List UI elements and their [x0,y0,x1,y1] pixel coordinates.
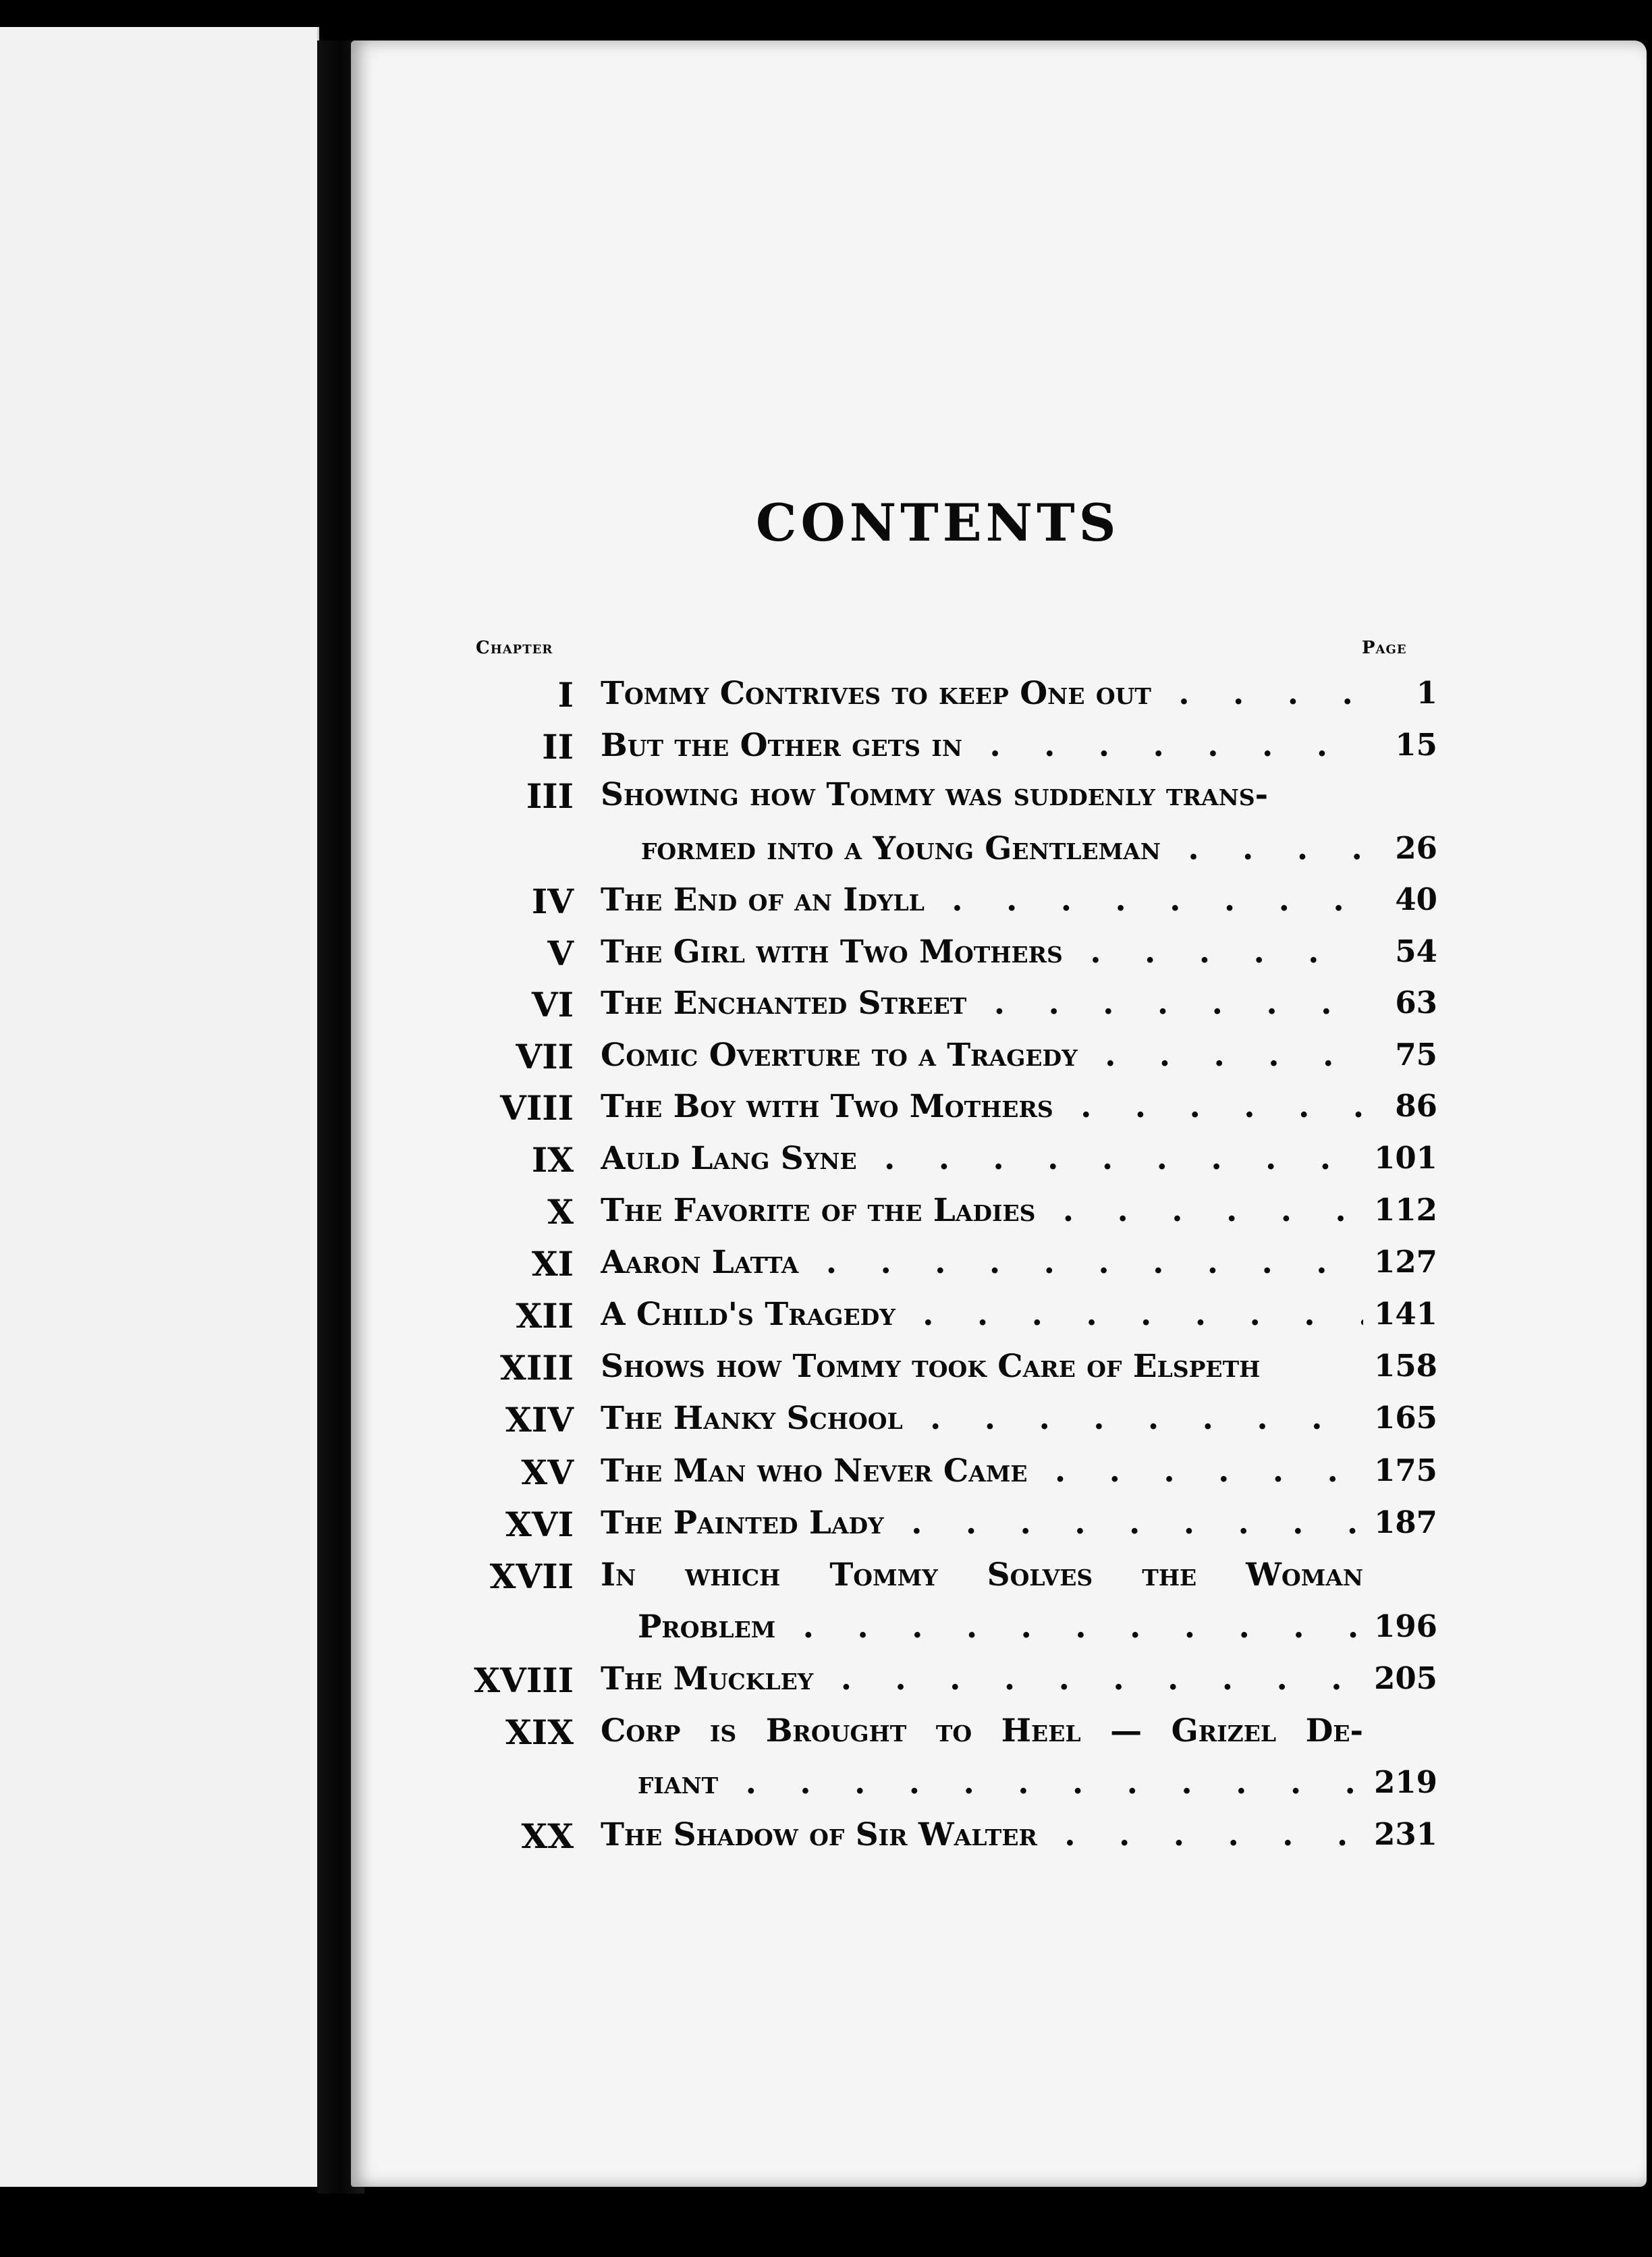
chapter-number: VII [516,1037,574,1077]
toc-entry [432,1348,1437,1395]
chapter-number: VIII [500,1088,574,1128]
chapter-title: The Favorite of the Ladies . . . [601,1192,1363,1229]
page-number: 1 [1416,675,1437,711]
toc-entry [432,1296,1437,1343]
toc-entry [432,881,1437,929]
chapter-number: XVI [505,1504,574,1544]
toc-entry [432,1244,1437,1291]
chapter-number: XIV [505,1400,574,1440]
chapter-title-line1: Showing how Tommy was suddenly trans- [601,776,1269,813]
chapter-title: Comic Overture to a Tragedy . . . [601,1037,1363,1074]
chapter-title: The Painted Lady . . . [601,1504,1363,1542]
chapter-title-line1: In which Tommy Solves the Woman [601,1556,1363,1594]
toc-entry [432,1400,1437,1447]
toc-entry [432,1712,1431,1760]
chapter-title: A Child's Tragedy . . . [601,1296,1363,1333]
toc-entry-continuation [432,1608,1437,1656]
toc-entry [432,727,1437,774]
toc-entry [432,1556,1431,1604]
toc-entry [432,1452,1437,1500]
page-column-label: Page [1362,638,1407,658]
page-number: 75 [1395,1037,1437,1072]
chapter-title: Auld Lang Syne . . . [601,1140,1363,1177]
page-number: 231 [1374,1816,1437,1852]
page-number: 165 [1374,1400,1437,1436]
toc-entry [432,1660,1437,1708]
chapter-title-line2: Problem . . . [638,1608,1363,1646]
chapter-title: The Girl with Two Mothers . . . [601,933,1363,971]
toc-entry [432,1816,1437,1864]
toc-entry [432,1504,1437,1552]
toc-entry [432,933,1437,981]
chapter-title: But the Other gets in . . . [601,727,1363,764]
chapter-number: IV [531,881,574,921]
chapter-title: The Hanky School . . . [601,1400,1363,1437]
page-number: 15 [1395,727,1437,763]
chapter-number: VI [531,985,574,1025]
page-number: 158 [1374,1348,1437,1384]
chapter-number: XVII [489,1556,574,1596]
chapter-title: The Boy with Two Mothers . . . [601,1088,1363,1125]
chapter-number: XIII [500,1348,574,1388]
chapter-number: XII [516,1296,574,1336]
page-number: 26 [1395,830,1437,866]
contents-heading: CONTENTS [756,493,1120,553]
chapter-title: The End of an Idyll . . . [601,881,1363,919]
page-number: 101 [1374,1140,1437,1176]
page-number: 127 [1374,1244,1437,1280]
page-number: 40 [1395,881,1437,917]
chapter-title: Shows how Tommy took Care of Elspeth [601,1348,1261,1385]
chapter-number: XX [521,1816,574,1856]
page-number: 86 [1395,1088,1437,1124]
chapter-column-label: Chapter [476,638,553,658]
page-number: 63 [1395,985,1437,1021]
chapter-number: V [547,933,574,973]
chapter-number: I [557,675,574,715]
chapter-title: The Muckley . . . [601,1660,1363,1697]
chapter-title: The Man who Never Came . . . [601,1452,1363,1490]
toc-entry [432,1192,1437,1239]
chapter-number: XIX [505,1712,574,1752]
page-number: 196 [1374,1608,1437,1644]
page-number: 187 [1374,1504,1437,1540]
chapter-title: The Enchanted Street . . . [601,985,1363,1022]
page-number: 175 [1374,1452,1437,1488]
page-number: 112 [1374,1192,1437,1228]
toc-entry-continuation [432,830,1437,877]
toc-entry [432,985,1437,1032]
toc-entry [432,1088,1437,1135]
chapter-number: XV [521,1452,574,1492]
chapter-number: X [547,1192,574,1232]
toc-entry [432,776,1431,823]
page-number: 219 [1374,1764,1437,1800]
chapter-title: Tommy Contrives to keep One out . . . [601,675,1363,712]
chapter-number: II [542,727,574,767]
toc-entry [432,1140,1437,1187]
toc-entry [432,675,1437,722]
chapter-title-line2: formed into a Young Gentleman . . . [641,830,1363,867]
page-number: 141 [1374,1296,1437,1332]
toc-entry-continuation [432,1764,1437,1812]
chapter-number: III [526,776,574,816]
chapter-number: XVIII [474,1660,574,1700]
page-number: 54 [1395,933,1437,969]
chapter-number: XI [531,1244,574,1284]
chapter-title: The Shadow of Sir Walter . . . [601,1816,1363,1853]
chapter-number: IX [531,1140,574,1180]
chapter-title-line1: Corp is Brought to Heel — Grizel De- [601,1712,1363,1749]
chapter-title-line2: fiant . . . [638,1764,1363,1801]
toc-entry [432,1037,1437,1084]
chapter-title: Aaron Latta . . . [601,1244,1363,1281]
page-number: 205 [1374,1660,1437,1696]
